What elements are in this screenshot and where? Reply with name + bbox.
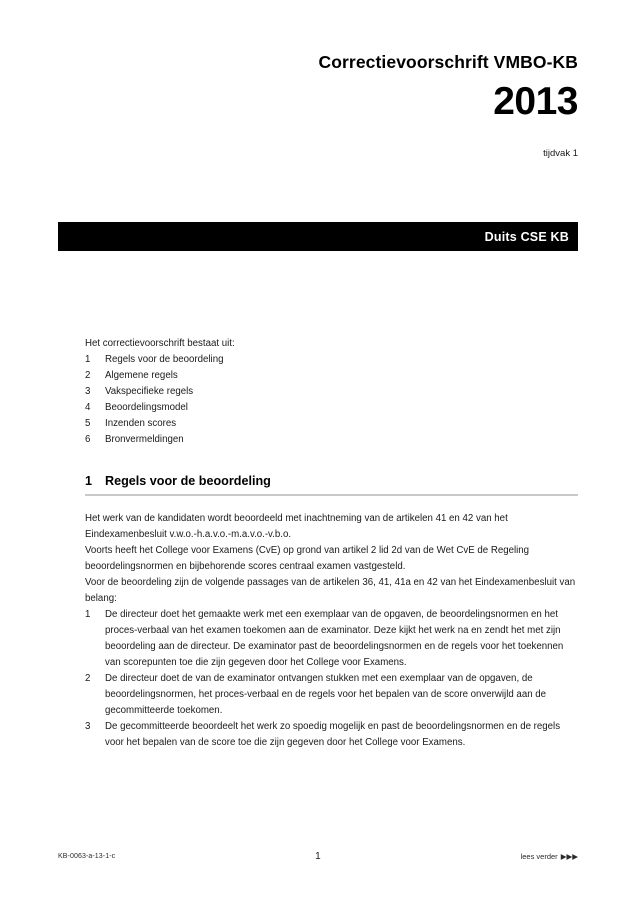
section-divider	[85, 494, 578, 496]
toc-item-label: Algemene regels	[105, 370, 178, 381]
toc-item-number: 2	[85, 370, 91, 381]
list-item	[85, 400, 578, 416]
toc-item-number: 5	[85, 418, 91, 429]
toc-item-number: 1	[85, 354, 91, 365]
toc-item-number: 6	[85, 434, 91, 445]
clause-text: De gecommitteerde beoordeelt het werk zo spoedig mogelijk en past de beoordelingsnormen en de regels voor het bepalen van de score toe die zijn gegeven door het College voor Examens.	[105, 721, 561, 748]
section-number: 1	[85, 474, 93, 488]
exam-year: 2013	[493, 80, 578, 123]
section-regels-voor-de-beoordeling	[85, 474, 578, 751]
exam-period: tijdvak 1	[543, 147, 578, 159]
list-item	[85, 416, 578, 432]
toc-item-label: Beoordelingsmodel	[105, 402, 188, 413]
toc-item-label: Regels voor de beoordeling	[105, 354, 224, 365]
list-item	[85, 368, 578, 384]
document-title: Correctievoorschrift VMBO-KB	[318, 52, 578, 72]
subject-banner-label: Duits CSE KB	[484, 229, 569, 244]
paragraph: Voor de beoordeling zijn de volgende passages van de artikelen 36, 41, 41a en 42 van het Eindexamenbesluit van belang:	[85, 577, 576, 604]
document-header	[58, 52, 578, 159]
list-item	[85, 384, 578, 400]
continue-notice	[521, 852, 578, 861]
list-item	[85, 432, 578, 448]
list-item	[85, 719, 578, 751]
list-item	[85, 352, 578, 368]
footer-document-code: KB-0063-a-13-1-c	[58, 853, 116, 860]
paragraph: Voorts heeft het College voor Examens (CvE) op grond van artikel 2 lid 2d van de Wet CvE de Regeling beoordelingsnormen en bijbehorende scores centraal examen vastgesteld.	[85, 545, 530, 572]
toc-item-label: Bronvermeldingen	[105, 434, 184, 445]
toc-item-label: Vakspecifieke regels	[105, 386, 194, 397]
page-number: 1	[315, 851, 321, 862]
clause-text: De directeur doet de van de examinator ontvangen stukken met een exemplaar van de opgaven, de beoordelingsnormen, het proces-verbaal en de regels voor het bepalen van de score onverwijld aan de gecommitteerde toekomen.	[105, 673, 547, 716]
document-footer	[58, 851, 578, 862]
toc-intro: Het correctievoorschrift bestaat uit:	[85, 338, 235, 349]
toc-item-number: 4	[85, 402, 91, 413]
toc-item-label: Inzenden scores	[105, 418, 177, 429]
toc-item-number: 3	[85, 386, 91, 397]
subject-banner	[58, 222, 578, 251]
clause-number: 3	[85, 721, 91, 732]
section-body	[85, 511, 578, 751]
section-title: Regels voor de beoordeling	[105, 474, 271, 488]
continue-label: lees verder	[520, 852, 558, 861]
list-item	[85, 607, 578, 671]
clause-text: De directeur doet het gemaakte werk met een exemplaar van de opgaven, de beoordelingsnormen en het proces-verbaal van het examen toekomen aan de examinator. Deze kijkt het werk na en zendt het met zijn beoordeling aan de directeur. De examinator past de beoordelingsnormen en de regels voor het toekennen van scorepunten toe die zijn gegeven door het College voor Examens.	[105, 609, 564, 668]
paragraph: Het werk van de kandidaten wordt beoordeeld met inachtneming van de artikelen 41 en 42 van het Eindexamenbesluit v.w.o.-h.a.v.o.-m.a.v.o.-v.b.o.	[85, 513, 508, 540]
section-heading	[85, 474, 578, 488]
clause-list	[85, 607, 578, 751]
table-of-contents	[85, 352, 578, 448]
triangle-right-icon: ▶▶▶	[560, 851, 578, 861]
clause-number: 2	[85, 673, 91, 684]
clause-number: 1	[85, 609, 91, 620]
list-item	[85, 671, 578, 719]
document-content	[85, 336, 578, 751]
